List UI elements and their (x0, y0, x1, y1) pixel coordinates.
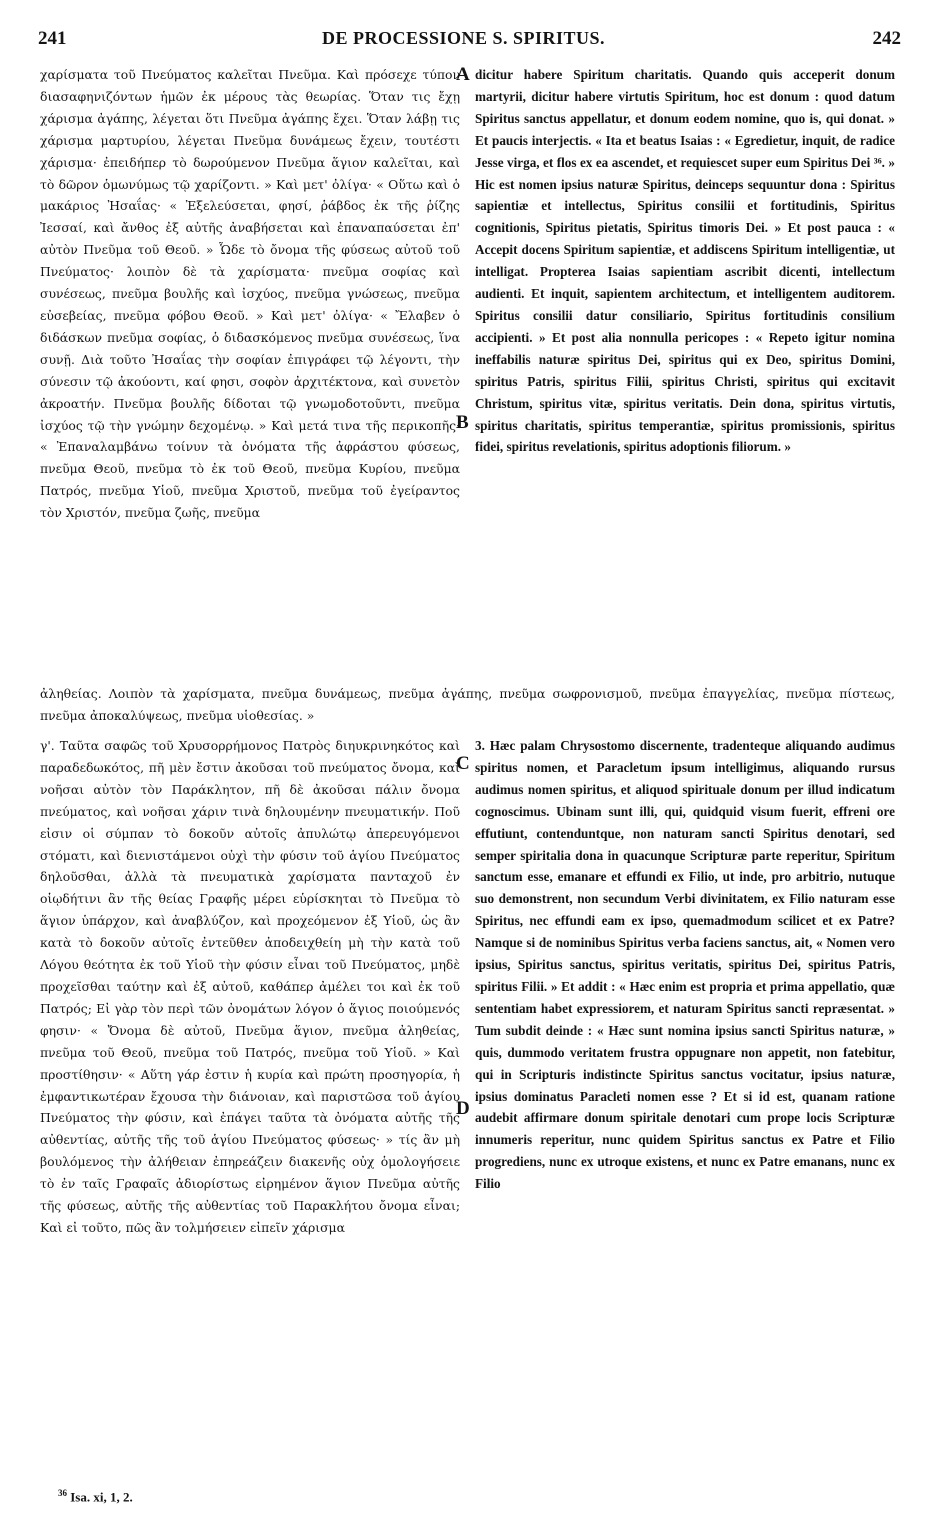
margin-letter-c: C (456, 753, 470, 774)
page-number-right: 242 (872, 28, 901, 49)
footnote-text: Isa. xi, 1, 2. (70, 1489, 133, 1505)
running-title: DE PROCESSIONE S. SPIRITUS. (321, 28, 606, 48)
footnote-number: 36 (58, 1488, 67, 1498)
running-header (0, 28, 927, 56)
greek-spanning-lines: ἀληθείας. Λοιπὸν τὰ χαρίσματα, πνεῦμα δυνάμεως, πνεῦμα ἀγάπης, πνεῦμα σωφρονισμοῦ, πνεῦμα ἐπαγγελίας, πνεῦμα πίστεως, πνεῦμα ἀποκαλύψεως, πνεῦμα υἱοθεσίας. » (40, 686, 895, 723)
latin-column-bottom (475, 735, 895, 1455)
greek-paragraph: χαρίσματα τοῦ Πνεύματος καλεῖται Πνεῦμα. Καὶ πρόσεχε τύπον διασαφηνιζόντων ἡμῶν ἐκ μέρους τὰς θεωρίας. Ὅταν τις ἔχῃ χάρισμα ἀγάπης, λέγεται ὅτι Πνεῦμα ἀγάπης ἔχει. Ὅταν λάβῃ τις χάρισμα μαρτυρίου, λέγεται Πνεῦμα δυνάμεως ἔχειν, τουτέστι χάρισμα· ἐπειδήπερ τὸ δωρούμενον Πνεῦμα ἅγιον καλεῖται, καὶ τὸ δῶρον ὁμωνύμως τῷ χαρίζοντι. » Καὶ μετ' ὀλίγα· « Οὕτω καὶ ὁ μακάριος Ἠσαΐας· « Ἐξελεύσεται, φησί, ῥάβδος ἐκ τῆς ῥίζης Ἰεσσαί, καὶ ἄνθος ἐξ αὐτῆς ἀναβήσεται καὶ ἐπαναπαύσεται ἐπ' αὐτὸν Πνεῦμα τοῦ Θεοῦ. » Ὧδε τὸ ὄνομα τῆς φύσεως αὐτοῦ τοῦ Πνεύματος· λοιπὸν δὲ τὰ χαρίσματα· πνεῦμα σοφίας καὶ συνέσεως, πνεῦμα βουλῆς καὶ ἰσχύος, πνεῦμα γνώσεως, πνεῦμα εὐσεβείας, πνεῦμα φόβου Θεοῦ. » Καὶ μετ' ὀλίγα· « Ἔλαβεν ὁ διδάσκων πνεῦμα σοφίας, ὁ διδασκόμενος πνεῦμα συνέσεως, ἵνα συνῇ. Διὰ τοῦτο Ἠσαΐας τὴν σοφίαν ἐπιγράφει τῷ λέγοντι, τὴν σύνεσιν τῷ ἀκούοντι, καί φησι, σοφὸν ἀρχιτέκτονα, καὶ συνετὸν ἀκροατήν. Πνεῦμα βουλῆς δίδοται τῷ γνωμοδοτοῦντι, πνεῦμα ἰσχύος τῷ τὴν γνώμην δεχομένῳ. » Καὶ μετά τινα τῆς περικοπῆς· « Ἐπαναλαμβάνω τοίνυν τὰ ὀνόματα τῆς ἀφράστου φύσεως, πνεῦμα Θεοῦ, πνεῦμα τὸ ἐκ τοῦ Θεοῦ, πνεῦμα Κυρίου, πνεῦμα Πατρός, πνεῦμα Υἱοῦ, πνεῦμα Χριστοῦ, πνεῦμα τοῦ ἐγείραντος τὸν Χριστόν, πνεῦμα ζωῆς, πνεῦμα (40, 67, 460, 521)
margin-letter-b: B (456, 412, 469, 433)
greek-column-top (40, 64, 460, 682)
latin-column-top (475, 64, 895, 682)
latin-paragraph-3: 3. Hæc palam Chrysostomo discernente, tradenteque aliquando audimus spiritus nomen, et Paracletum ipsum intelligimus, aliquando rursus audimus nomen spiritus, et aliquod spirituale donum per illud indicatum cognoscimus. Ubinam sunt illi, qui, quidquid visum fuerit, effreni ore effutiunt, contenduntque, non naturam sancti Spiritus denotari, sed semper spiritalia dona in quacunque Scripturæ parte reperitur, Spiritum sanctum esse, emanare et effundi ex Filio, ut inde, pro arbitrio, nutuque suo demonstrent, non secundum Verbi divinitatem, ex Filio naturam esse Spiritus, nec effundi eam ex ipso, quemadmodum scilicet et ex Patre? Namque si de nominibus Spiritus verba faciens sanctus, ait, « Nomen vero ipsius, Spiritus sanctus, spiritus veritatis, spiritus Dei, spiritus Patris, spiritus Filii. » Et addit : « Hæc enim est propria et prima appellatio, quæ sententiam habet expressiorem, et naturam Spiritus sancti repræsentat. » Tum subdit deinde : « Hæc sunt nomina ipsius sancti Spiritus naturæ, » quis, dummodo veritatem frustra oppugnare non appetit, non fatebitur, qui in Scripturis indistincte Spiritus sanctus vocitatur, ipsius naturæ, ipsius dominatus Paracleti nomen esse ? Et si id est, quanam ratione audebit affirmare donum spiritale denotari cum prope locis Scripturæ innumeris reperitur, nunc quidem Spiritus sanctus ex Patre et Filio progrediens, nunc ex utroque existens, et nunc ex Patre emanans, nunc ex Filio (475, 738, 895, 1192)
margin-letter-a: A (456, 64, 470, 85)
footnote (58, 1488, 133, 1505)
greek-paragraph-3: γ'. Ταῦτα σαφῶς τοῦ Χρυσορρήμονος Πατρὸς διηυκρινηκότος καὶ παραδεδωκότος, πῆ μὲν ἔστιν ἀκοῦσαι τοῦ πνεύματος ὄνομα, καὶ νοῆσαι αὐτὸν τὸν Παράκλητον, πῆ δὲ ἀκοῦσαι πάλιν ὄνομα πνεύματος, καὶ νοῆσαι χάριν τινὰ δηλουμένην πνευματικήν. Ποῦ εἰσιν οἱ σύμπαν τὸ δοκοῦν αὐτοῖς ἀπυλώτῳ ἀπερευγόμενοι στόματι, καὶ διενιστάμενοι οὐχὶ τὴν φύσιν τοῦ ἁγίου Πνεύματος δηλοῦσθαι, ἀλλὰ τὰ πνευματικὰ χαρίσματα πανταχοῦ ἐν οἱῳδήτινι ἂν τῆς θείας Γραφῆς μέρει εὑρίσκηται τὸ Πνεῦμα τὸ ἅγιον ὑπάρχον, καὶ ἀναβλύζον, καὶ προχεόμενον ἐξ Υἱοῦ, ὡς ἂν κατὰ τὸ δοκοῦν αὐτοῖς ἐντεῦθεν ἀποδειχθείη μὴ τὴν κατὰ τοῦ Λόγου θεότητα ἐκ τοῦ Υἱοῦ τὴν φύσιν εἶναι τοῦ Πνεύματος, μηδὲ προχεῖσθαι ταύτην καὶ ἐξ αὐτοῦ, καθάπερ ἀμέλει τοι καὶ ἐκ τοῦ Πατρός; Εἰ γὰρ τὸν περὶ τῶν ὀνομάτων λόγον ὁ ἅγιος ποιούμενός φησιν· « Ὄνομα δὲ αὐτοῦ, Πνεῦμα ἅγιον, πνεῦμα ἀληθείας, πνεῦμα τοῦ Θεοῦ, πνεῦμα τοῦ Πατρός, πνεῦμα τοῦ Υἱοῦ. » Καὶ προστίθησιν· « Αὕτη γάρ ἐστιν ἡ κυρία καὶ πρώτη προσηγορία, ἡ ἐμφαντικωτέραν ἔχουσα τὴν διάνοιαν, καὶ παριστῶσα τοῦ ἁγίου Πνεύματος τὴν φύσιν, καὶ ἐπάγει ταῦτα τὰ ὀνόματα αὐτῆς τῆς αὐθεντίας, αὐτῆς τῆς τοῦ ἁγίου Πνεύματος φύσεως· » τίς ἂν μὴ βουλόμενος τὴν ἀλήθειαν ἐπηρεάζειν διακενῆς οὐχ ὁμολογήσειε τὸ ἐν ταῖς Γραφαῖς ἀδιορίστως εἰρημένον ἅγιον Πνεῦμα αὐτῆς τῆς φύσεως, αὐτῆς τῆς αὐθεντίας τοῦ Παρακλήτου ὄνομα εἶναι; Καὶ εἰ τοῦτο, πῶς ἂν τολμήσειεν εἰπεῖν χάρισμα (40, 738, 460, 1235)
latin-paragraph: dicitur habere Spiritum charitatis. Quando quis acceperit donum martyrii, dicitur habere virtutis Spiritum, hoc est donum : quod datum Spiritus sanctus appellatur, et donum eodem nomine, quo is, qui donat. » Et paucis interjectis. « Ita et beatus Isaias : « Egredietur, inquit, de radice Jesse virga, et flos ex ea ascendet, et requiescet super eum Spiritus Dei ³⁶. » Hic est nomen ipsius naturæ Spiritus, deinceps sequuntur dona : Spiritus sapientiæ et intellectus, Spiritus consilii et fortitudinis, Spiritus cognitionis, Spiritus pietatis, Spiritus timoris Dei. » Et post pauca : « Accepit docens Spiritum sapientiæ, et addiscens Spiritum intelligentiæ, ut intelligat. Propterea Isaias sapientiam ascribit dicenti, intellectum audienti. Et inquit, sapientem architectum, et intelligentem auditorem. Spiritus consilii datur consiliario, Spiritus fortitudinis consilium accipienti. » Et post alia nonnulla pericopes : « Repeto igitur nomina ineffabilis naturæ spiritus Dei, spiritus qui ex Deo, spiritus Domini, spiritus Patris, spiritus Filii, spiritus Christi, spiritus qui excitavit Christum, spiritus vitæ, spiritus veritatis. Dein dona, spiritus virtutis, spiritus charitatis, spiritus temperantiæ, spiritus promissionis, spiritus fidei, spiritus revelationis, spiritus adoptionis filiorum. » (475, 67, 895, 455)
page-number-left: 241 (38, 28, 67, 49)
greek-column-bottom (40, 735, 460, 1455)
margin-letter-d: D (456, 1098, 470, 1119)
